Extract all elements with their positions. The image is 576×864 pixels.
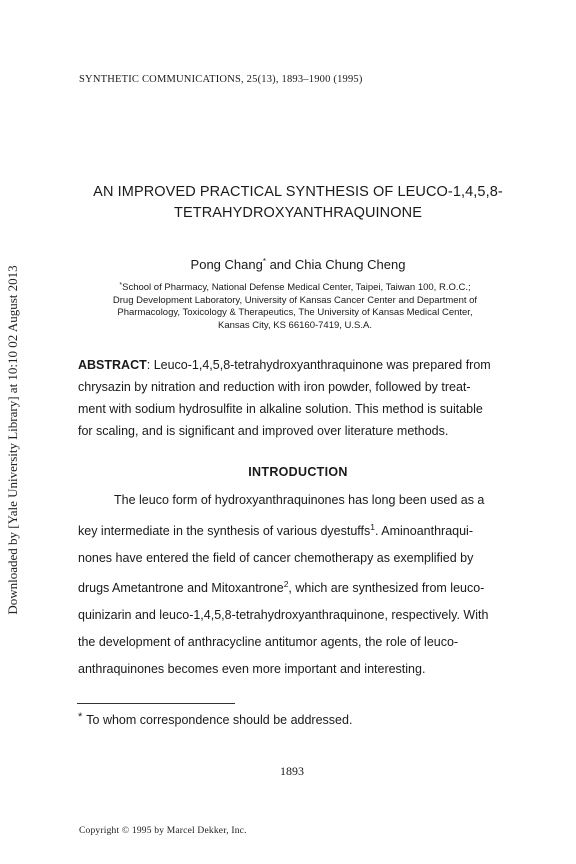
footnote-divider: [77, 703, 235, 704]
footnote-mark: *: [78, 711, 83, 723]
author-list: [60, 257, 536, 272]
paragraph-line: key intermediate in the synthesis of various dyestuffs$^1$. Aminoanthraqui-: [78, 521, 473, 538]
abstract: [78, 354, 510, 442]
article-title-line1: AN IMPROVED PRACTICAL SYNTHESIS OF LEUCO-1,4,5,8-: [93, 184, 503, 200]
affiliation-mark: *: [119, 282, 123, 289]
section-heading-introduction: INTRODUCTION: [248, 465, 348, 479]
paragraph-line: anthraquinones becomes even more important and interesting.: [78, 661, 426, 676]
affiliation-line: Pharmacology, Toxicology & Therapeutics, The University of Kansas Medical Center,: [117, 307, 473, 319]
abstract-line: chrysazin by nitration and reduction with iron powder, followed by treat-: [78, 380, 471, 394]
page-number: 1893: [280, 764, 304, 778]
introduction-paragraph: [78, 487, 514, 683]
footnote-text: To whom correspondence should be addressed.: [86, 713, 353, 727]
affiliation-line: Kansas City, KS 66160-7419, U.S.A.: [217, 319, 373, 331]
paragraph-line: the development of anthracycline antitumor agents, the role of leuco-: [78, 634, 459, 649]
abstract-line: for scaling, and is significant and improved over literature methods.: [78, 424, 449, 438]
abstract-label: ABSTRACT: [78, 358, 147, 372]
article-title-line2: TETRAHYDROXYANTHRAQUINONE: [174, 205, 422, 221]
reference-1[interactable]: 1: [370, 521, 376, 532]
abstract-line: ABSTRACT: Leuco-1,4,5,8-tetrahydroxyanthraquinone was prepared from: [78, 358, 491, 372]
paragraph-line: drugs Ametantrone and Mitoxantrone$^2$, which are synthesized from leuco-: [78, 579, 485, 596]
copyright-notice: Copyright © 1995 by Marcel Dekker, Inc.: [79, 826, 247, 836]
paragraph-line: nones have entered the field of cancer chemotherapy as exemplified by: [78, 550, 474, 565]
download-watermark-text: Downloaded by [Yale University Library] at 10:10 02 August 2013: [5, 265, 20, 615]
affiliation-line: Drug Development Laboratory, University of Kansas Cancer Center and Department of: [112, 294, 478, 306]
corresponding-author-mark: *: [262, 257, 266, 266]
footnote: [78, 711, 352, 727]
download-watermark: [2, 240, 24, 640]
abstract-line: ment with sodium hydrosulfite in alkaline solution. This method is suitable: [78, 402, 483, 416]
affiliations: [74, 280, 516, 332]
author-2: and Chia Chung Cheng: [265, 257, 406, 272]
journal-header: SYNTHETIC COMMUNICATIONS, 25(13), 1893–1900 (1995): [79, 74, 363, 85]
paragraph-line: The leuco form of hydroxyanthraquinones has long been used as a: [114, 493, 485, 507]
author-1: Pong Chang: [190, 257, 263, 272]
affiliation-line: *School of Pharmacy, National Defense Medical Center, Taipei, Taiwan 100, R.O.C.;: [119, 282, 471, 293]
paragraph-line: quinizarin and leuco-1,4,5,8-tetrahydroxyanthraquinone, respectively. With: [78, 608, 489, 623]
reference-2[interactable]: 2: [283, 579, 289, 590]
